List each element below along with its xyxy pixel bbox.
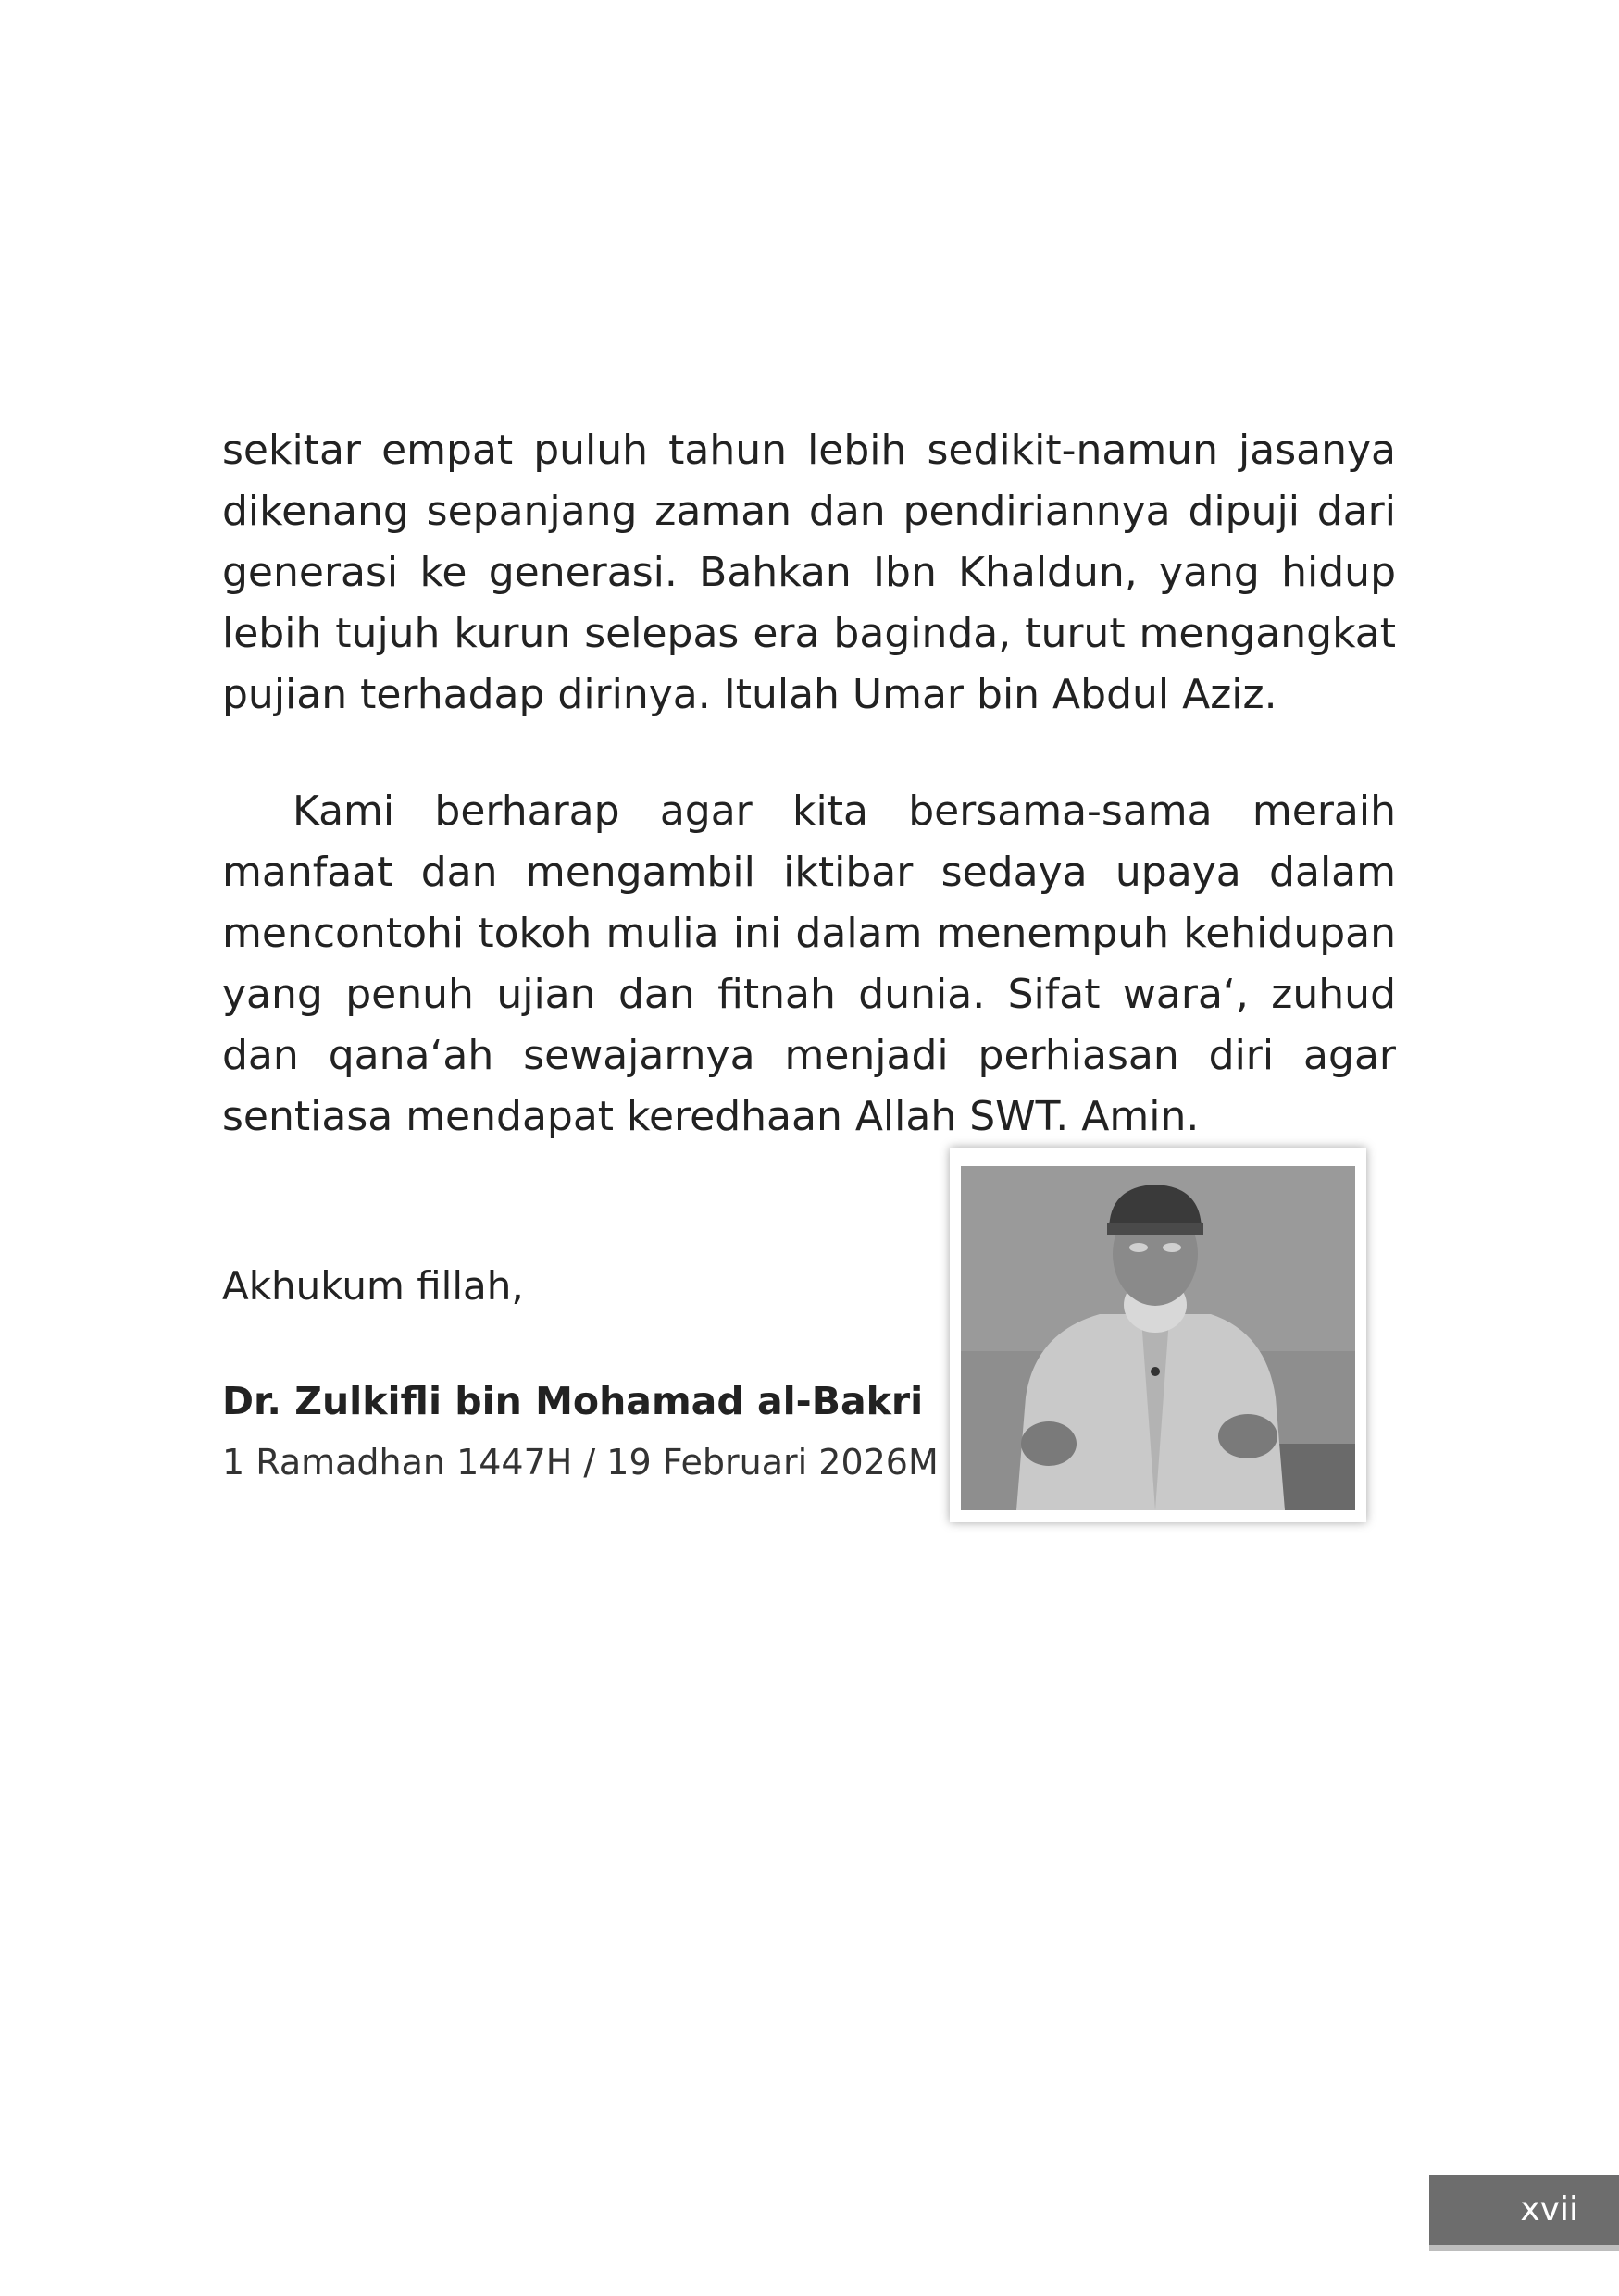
page-number: xvii (1520, 2191, 1578, 2228)
author-photo-frame (950, 1148, 1366, 1522)
author-photo (961, 1166, 1355, 1510)
body-paragraph-2: Kami berharap agar kita bersama-sama meraih manfaat dan mengambil iktibar sedaya upaya dalam mencontohi tokoh mulia ini dalam menempuh kehidupan yang penuh ujian dan fitnah dunia. Sifat wara‘, zuhud dan qana‘ah sewajarnya menjadi perhiasan diri agar sentiasa mendapat keredhaan Allah SWT. Amin. (222, 788, 1396, 1140)
body-paragraph-1: sekitar empat puluh tahun lebih sedikit-namun jasanya dikenang sepanjang zaman dan pendiriannya dipuji dari generasi ke generasi. Bahkan Ibn Khaldun, yang hidup lebih tujuh kurun selepas era baginda, turut mengangkat pujian terhadap dirinya. Itulah Umar bin Abdul Aziz. (222, 427, 1396, 718)
page-number-tab (1429, 2175, 1619, 2251)
closing-salutation: Akhukum fillah, (222, 1263, 524, 1309)
author-name: Dr. Zulkifli bin Mohamad al-Bakri (222, 1379, 924, 1423)
signature-date: 1 Ramadhan 1447H / 19 Februari 2026M (222, 1442, 939, 1483)
